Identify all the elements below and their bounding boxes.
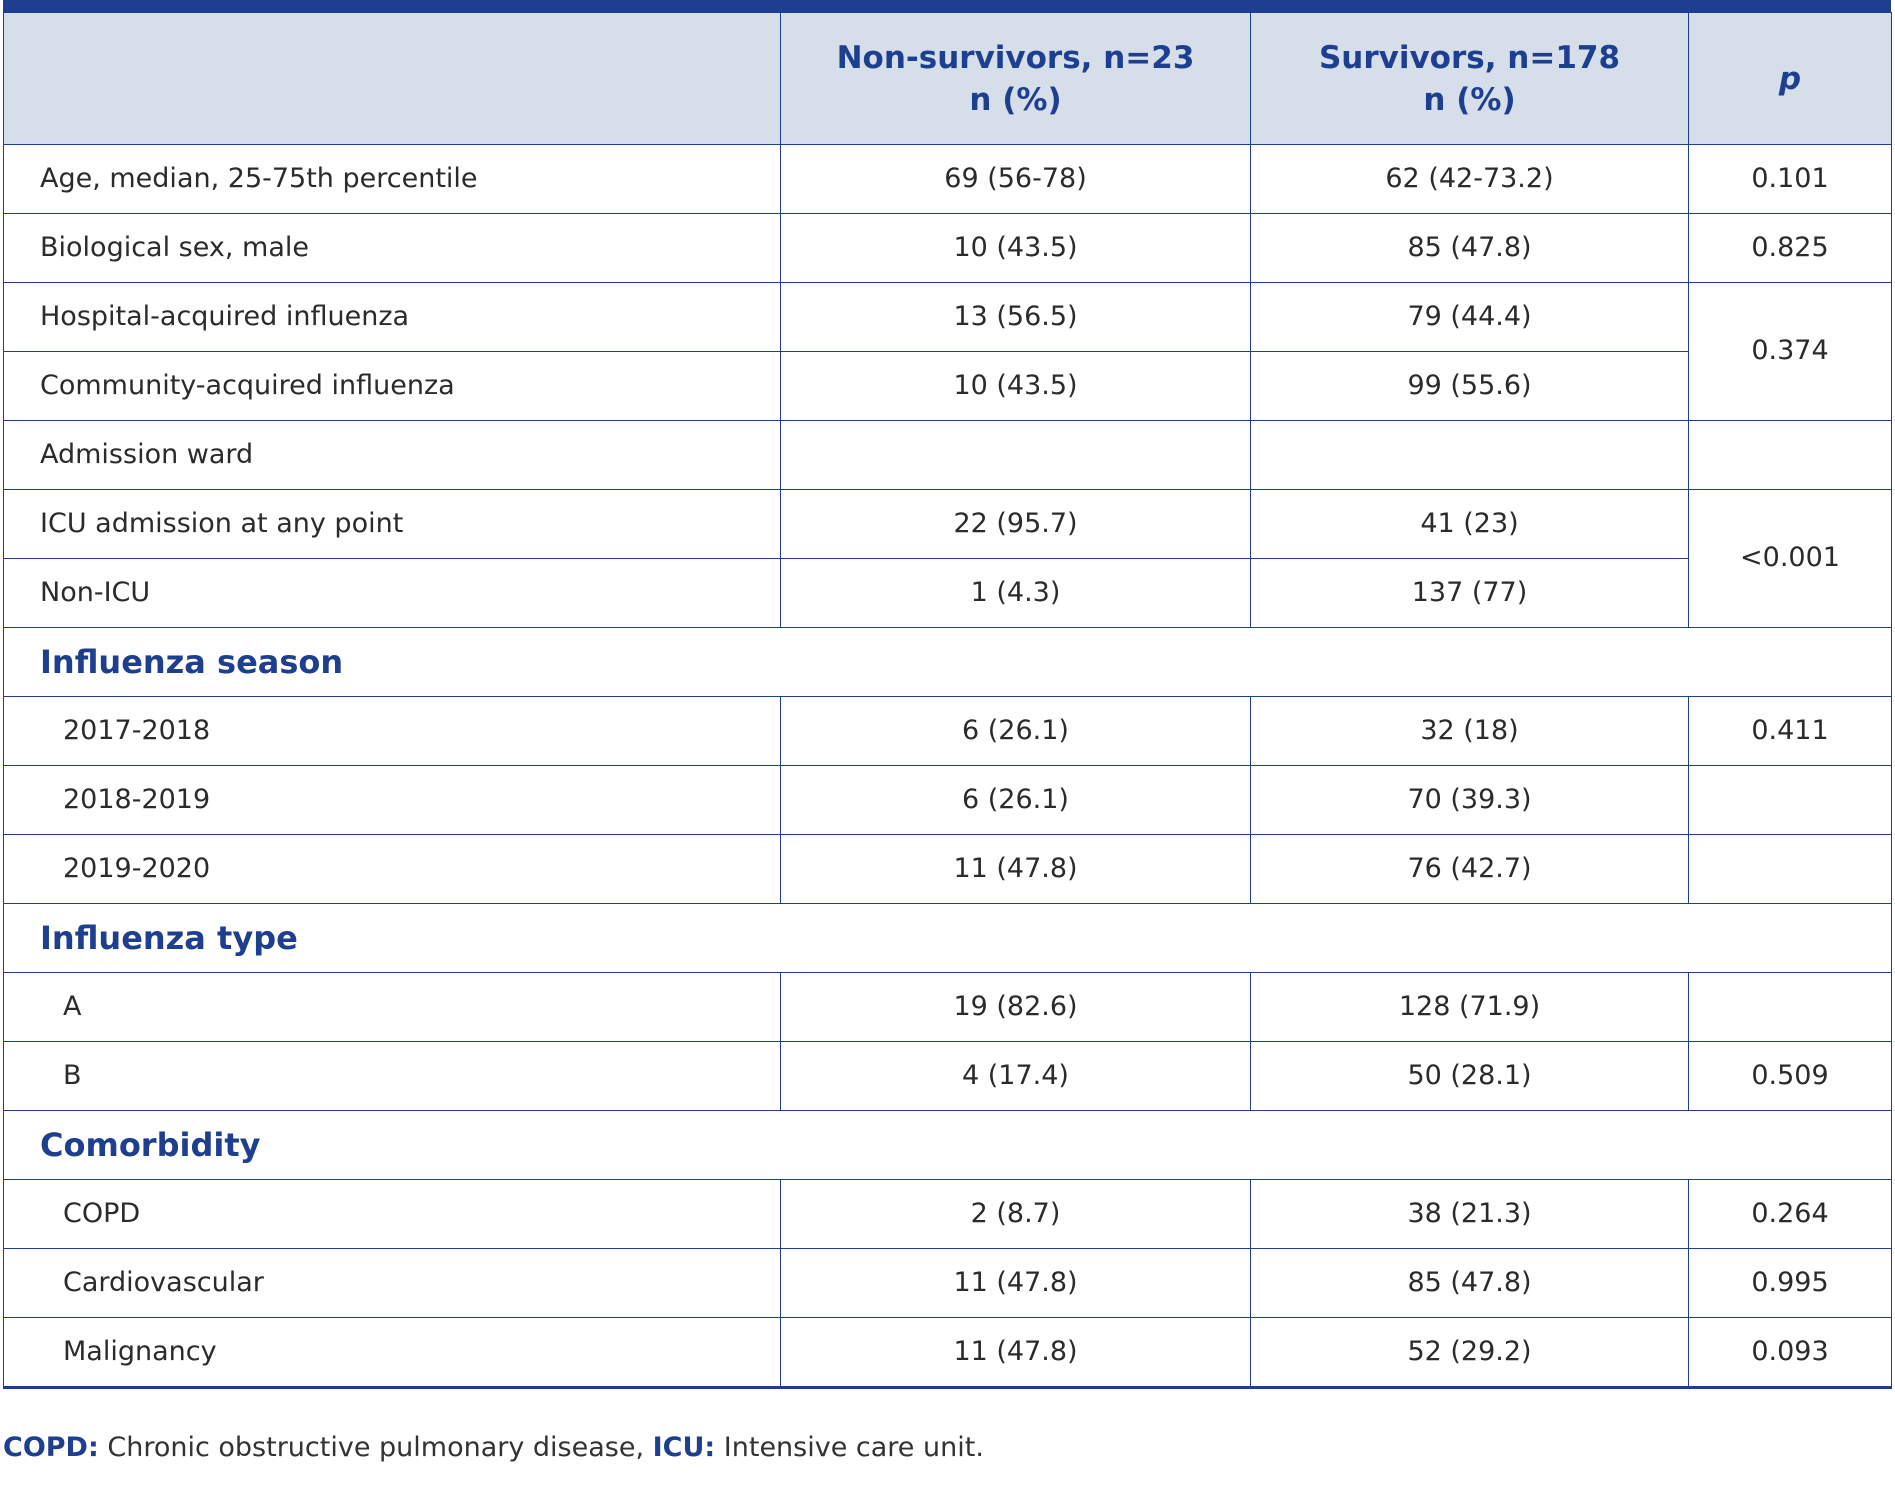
footnote-def-icu: Intensive care unit. <box>715 1432 984 1463</box>
section-heading: Comorbidity <box>4 1111 1892 1180</box>
footnote-abbr-copd: COPD: <box>3 1432 99 1463</box>
row-label: A <box>4 973 781 1042</box>
survivors-cell: 38 (21.3) <box>1251 1180 1689 1249</box>
table-row-2018-2019 <box>4 766 1892 835</box>
table-row-sex <box>4 214 1892 283</box>
survivors-cell: 137 (77) <box>1251 559 1689 628</box>
section-heading: Influenza season <box>4 628 1892 697</box>
header-survivors-unit: n (%) <box>1423 81 1516 118</box>
row-label: Non-ICU <box>4 559 781 628</box>
survivors-cell <box>1251 421 1689 490</box>
table-row-admission-ward <box>4 421 1892 490</box>
non-survivors-cell: 22 (95.7) <box>781 490 1251 559</box>
row-label: COPD <box>4 1180 781 1249</box>
row-label: B <box>4 1042 781 1111</box>
header-non-survivors-title: Non-survivors, n=23 <box>836 39 1195 76</box>
non-survivors-cell: 10 (43.5) <box>781 352 1251 421</box>
header-row <box>4 13 1892 145</box>
row-label: Community-acquired influenza <box>4 352 781 421</box>
survivors-cell: 79 (44.4) <box>1251 283 1689 352</box>
survivors-cell: 52 (29.2) <box>1251 1318 1689 1388</box>
non-survivors-cell: 1 (4.3) <box>781 559 1251 628</box>
non-survivors-cell: 11 (47.8) <box>781 1318 1251 1388</box>
p-value-cell: 0.995 <box>1689 1249 1892 1318</box>
p-value-cell: 0.264 <box>1689 1180 1892 1249</box>
p-value-cell <box>1689 973 1892 1042</box>
header-variable <box>4 13 781 145</box>
row-label: 2019-2020 <box>4 835 781 904</box>
table-row-non-icu <box>4 559 1892 628</box>
table-row-icu <box>4 490 1892 559</box>
non-survivors-cell: 4 (17.4) <box>781 1042 1251 1111</box>
p-value-cell: 0.374 <box>1689 283 1892 421</box>
header-survivors-title: Survivors, n=178 <box>1318 39 1621 76</box>
header-non-survivors-unit: n (%) <box>969 81 1062 118</box>
table-row-hospital-acquired <box>4 283 1892 352</box>
p-value-cell <box>1689 421 1892 490</box>
row-label: Cardiovascular <box>4 1249 781 1318</box>
row-label: Admission ward <box>4 421 781 490</box>
header-non-survivors <box>781 13 1251 145</box>
non-survivors-cell <box>781 421 1251 490</box>
p-value-cell <box>1689 835 1892 904</box>
survivors-cell: 70 (39.3) <box>1251 766 1689 835</box>
p-value-cell: 0.825 <box>1689 214 1892 283</box>
table-row-cardiovascular <box>4 1249 1892 1318</box>
non-survivors-cell: 6 (26.1) <box>781 697 1251 766</box>
table-row-2017-2018 <box>4 697 1892 766</box>
row-label: Age, median, 25-75th percentile <box>4 145 781 214</box>
non-survivors-cell: 2 (8.7) <box>781 1180 1251 1249</box>
table-row-2019-2020 <box>4 835 1892 904</box>
survivors-cell: 99 (55.6) <box>1251 352 1689 421</box>
survivors-cell: 85 (47.8) <box>1251 214 1689 283</box>
survivors-cell: 41 (23) <box>1251 490 1689 559</box>
survivors-cell: 85 (47.8) <box>1251 1249 1689 1318</box>
survivors-cell: 62 (42-73.2) <box>1251 145 1689 214</box>
p-value-cell: <0.001 <box>1689 490 1892 628</box>
non-survivors-cell: 19 (82.6) <box>781 973 1251 1042</box>
survivors-cell: 50 (28.1) <box>1251 1042 1689 1111</box>
footnote-def-copd: Chronic obstructive pulmonary disease, <box>98 1432 653 1463</box>
non-survivors-cell: 69 (56-78) <box>781 145 1251 214</box>
row-label: Biological sex, male <box>4 214 781 283</box>
results-table <box>3 12 1892 1389</box>
non-survivors-cell: 10 (43.5) <box>781 214 1251 283</box>
p-value-cell <box>1689 766 1892 835</box>
section-influenza-season <box>4 628 1892 697</box>
section-influenza-type <box>4 904 1892 973</box>
table-row-age <box>4 145 1892 214</box>
non-survivors-cell: 11 (47.8) <box>781 1249 1251 1318</box>
non-survivors-cell: 13 (56.5) <box>781 283 1251 352</box>
section-comorbidity <box>4 1111 1892 1180</box>
table-top-rule <box>3 0 1891 12</box>
survivors-cell: 32 (18) <box>1251 697 1689 766</box>
survivors-cell: 76 (42.7) <box>1251 835 1689 904</box>
p-value-cell: 0.411 <box>1689 697 1892 766</box>
row-label: ICU admission at any point <box>4 490 781 559</box>
footnote-abbr-icu: ICU: <box>652 1432 716 1463</box>
section-heading: Influenza type <box>4 904 1892 973</box>
p-value-cell: 0.101 <box>1689 145 1892 214</box>
table-row-community-acquired <box>4 352 1892 421</box>
row-label: Hospital-acquired influenza <box>4 283 781 352</box>
table-row-type-b <box>4 1042 1892 1111</box>
non-survivors-cell: 6 (26.1) <box>781 766 1251 835</box>
table-row-copd <box>4 1180 1892 1249</box>
table-row-malignancy <box>4 1318 1892 1388</box>
non-survivors-cell: 11 (47.8) <box>781 835 1251 904</box>
table-footnote <box>3 1432 984 1463</box>
header-p-value: p <box>1689 13 1892 145</box>
table-row-type-a <box>4 973 1892 1042</box>
header-survivors <box>1251 13 1689 145</box>
row-label: 2018-2019 <box>4 766 781 835</box>
p-value-cell: 0.509 <box>1689 1042 1892 1111</box>
row-label: Malignancy <box>4 1318 781 1388</box>
survivors-cell: 128 (71.9) <box>1251 973 1689 1042</box>
row-label: 2017-2018 <box>4 697 781 766</box>
p-value-cell: 0.093 <box>1689 1318 1892 1388</box>
